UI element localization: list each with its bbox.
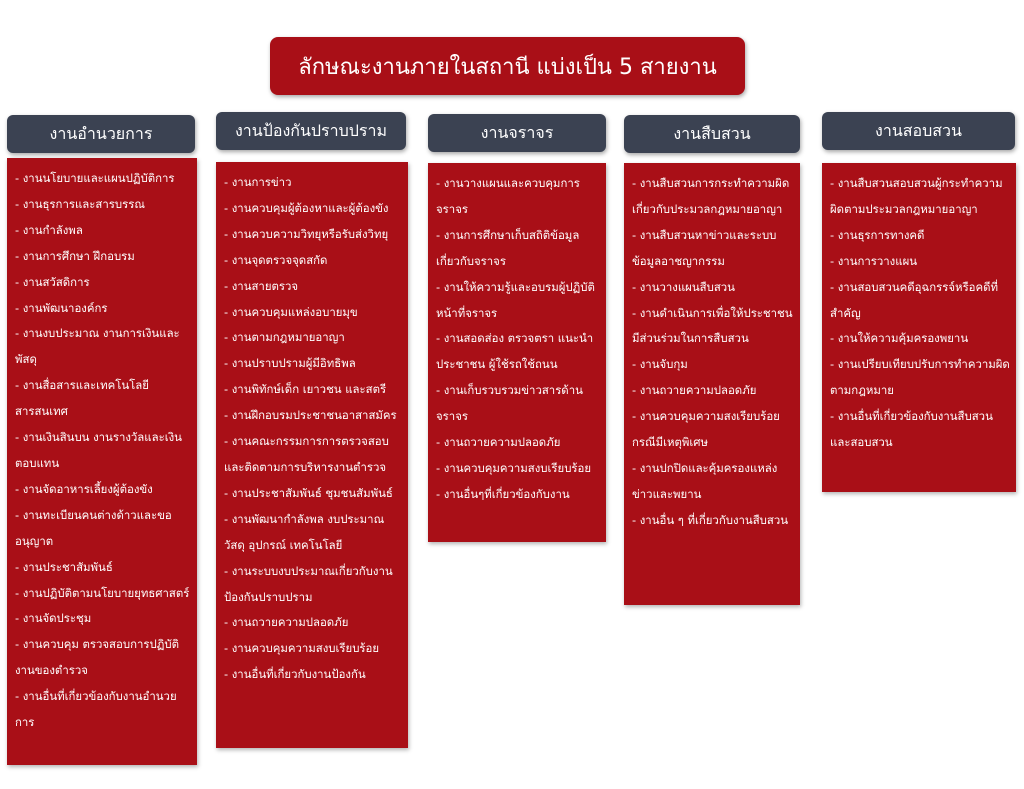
duty-item: - งานสืบสวนการกระทำความผิดเกี่ยวกับประมวลกฎหมายอาญา [632, 176, 790, 216]
column-box-investigation [624, 163, 800, 605]
duty-item: - งานคณะกรรมการการตรวจสอบและติดตามการบริหารงานตำรวจ [224, 434, 389, 474]
column-box-traffic [428, 163, 606, 542]
duty-item: - งานปฏิบัติตามนโยบายยุทธศาสตร์ [15, 585, 190, 600]
duty-item: - งานนโยบายและแผนปฏิบัติการ [15, 171, 175, 185]
duty-item: - งานธุรการและสารบรรณ [15, 196, 145, 211]
duty-item: - งานพิทักษ์เด็ก เยาวชน และสตรี [224, 382, 387, 397]
duty-item: - งานสวัสดิการ [15, 274, 90, 289]
duty-item: - งานถวายความปลอดภัย [436, 435, 561, 450]
duty-item: - งานควบคุม ตรวจสอบการปฏิบัติงานของตำรวจ [15, 637, 179, 678]
duty-item: - งานสายตรวจ [224, 278, 299, 293]
duty-item: - งานควบคุมผู้ต้องหาและผู้ต้องขัง [224, 200, 389, 215]
column-header-crime-prevention: งานป้องกันปราบปราม [216, 112, 406, 150]
duty-item: - งานวางแผนสืบสวน [632, 279, 735, 294]
duty-item: - งานฝึกอบรมประชาชนอาสาสมัคร [224, 408, 397, 423]
duty-item: - งานควบคุมความสงบเรียบร้อย [436, 460, 592, 475]
duty-item: - งานงบประมาณ งานการเงินและพัสดุ [15, 326, 180, 367]
duty-item: - งานจัดอาหารเลี้ยงผู้ต้องขัง [15, 481, 153, 496]
column-header-investigation: งานสืบสวน [624, 115, 800, 153]
duty-item: - งานวางแผนและควบคุมการจราจร [436, 176, 580, 216]
duty-item: - งานอื่น ๆ ที่เกี่ยวกับงานสืบสวน [632, 512, 789, 527]
duty-item: - งานอื่นๆที่เกี่ยวข้องกับงาน [436, 486, 570, 501]
duty-item: - งานสืบสวนสอบสวนผู้กระทำความผิดตามประมวลกฎหมายอาญา [830, 176, 1003, 216]
duty-item: - งานเงินสินบน งานรางวัลและเงินตอบแทน [15, 430, 182, 470]
column-header-inquiry: งานสอบสวน [822, 112, 1015, 150]
duty-item: - งานการวางแผน [830, 253, 918, 268]
duty-item: - งานกำลังพล [15, 222, 83, 237]
duty-item: - งานควบคุมความสงเรียบร้อยกรณีมีเหตุพิเศษ [632, 409, 780, 450]
duty-item: - งานสอดส่อง ตรวจตรา แนะนำประชาชน ผู้ใช้รถใช้ถนน [436, 331, 594, 372]
duty-list [15, 166, 191, 736]
chart-title: ลักษณะงานภายในสถานี แบ่งเป็น 5 สายงาน [270, 37, 745, 95]
duty-item: - งานจับกุม [632, 357, 688, 372]
duty-list [632, 171, 794, 534]
duty-item: - งานพัฒนาองค์กร [15, 300, 108, 315]
duty-item: - งานธุรการทางคดี [830, 227, 925, 242]
duty-item: - งานจัดประชุม [15, 611, 92, 626]
duty-item: - งานปกปิดและคุ้มครองแหล่งข่าวและพยาน [632, 460, 778, 501]
duty-item: - งานปราบปรามผู้มีอิทธิพล [224, 356, 356, 371]
duty-item: - งานตามกฎหมายอาญา [224, 330, 345, 345]
duty-item: - งานถวายความปลอดภัย [632, 383, 757, 398]
duty-item: - งานการข่าว [224, 175, 292, 189]
column-box-crime-prevention [216, 162, 408, 748]
duty-item: - งานอื่นที่เกี่ยวข้องกับงานสืบสวนและสอบสวน [830, 409, 993, 450]
duty-item: - งานอื่นที่เกี่ยวกับงานป้องกัน [224, 667, 366, 682]
duty-item: - งานเก็บรวบรวมข่าวสารด้านจราจร [436, 383, 583, 424]
column-header-traffic: งานจราจร [428, 114, 606, 152]
duty-item: - งานพัฒนากำลังพล งบประมาณ วัสดุ อุปกรณ์ เทคโนโลยี [224, 511, 385, 552]
duty-item: - งานประชาสัมพันธ์ ชุมชนสัมพันธ์ [224, 485, 393, 500]
duty-item: - งานควบคุมแหล่งอบายมุข [224, 304, 358, 319]
duty-list [224, 170, 402, 688]
duty-list [830, 171, 1010, 456]
duty-item: - งานถวายความปลอดภัย [224, 615, 349, 630]
duty-item: - งานสืบสวนหาข่าวและระบบข้อมูลอาชญากรรม [632, 227, 777, 268]
duty-item: - งานสื่อสารและเทคโนโลยีสารสนเทศ [15, 378, 149, 419]
duty-item: - งานทะเบียนคนต่างด้าวและขออนุญาต [15, 507, 172, 548]
duty-item: - งานการศึกษาเก็บสถิติข้อมูลเกี่ยวกับจราจร [436, 227, 580, 268]
column-header-administration: งานอำนวยการ [7, 115, 195, 153]
duty-item: - งานระบบงบประมาณเกี่ยวกับงานป้องกันปราบปราม [224, 563, 393, 604]
duty-item: - งานอื่นที่เกี่ยวข้องกับงานอำนวยการ [15, 689, 177, 730]
column-box-administration [7, 158, 197, 765]
duty-item: - งานควบคุมความสงบเรียบร้อย [224, 641, 380, 656]
duty-item: - งานสอบสวนคดีอุฉกรรจ์หรือคดีที่สำคัญ [830, 279, 999, 320]
duty-list [436, 171, 600, 508]
duty-item: - งานให้ความรู้และอบรมผู้ปฏิบัติหน้าที่จราจร [436, 279, 595, 320]
duty-item: - งานให้ความคุ้มครองพยาน [830, 331, 969, 346]
duty-item: - งานจุดตรวจจุดสกัด [224, 252, 328, 267]
duty-item: - งานควบความวิทยุหรือรับส่งวิทยุ [224, 226, 389, 241]
duty-item: - งานการศึกษา ฝึกอบรม [15, 248, 135, 263]
column-box-inquiry [822, 163, 1016, 492]
duty-item: - งานประชาสัมพันธ์ [15, 559, 113, 574]
duty-item: - งานดำเนินการเพื่อให้ประชาชนมีส่วนร่วมในการสืบสวน [632, 305, 793, 346]
duty-item: - งานเปรียบเทียบปรับการทำความผิดตามกฎหมาย [830, 357, 1010, 398]
